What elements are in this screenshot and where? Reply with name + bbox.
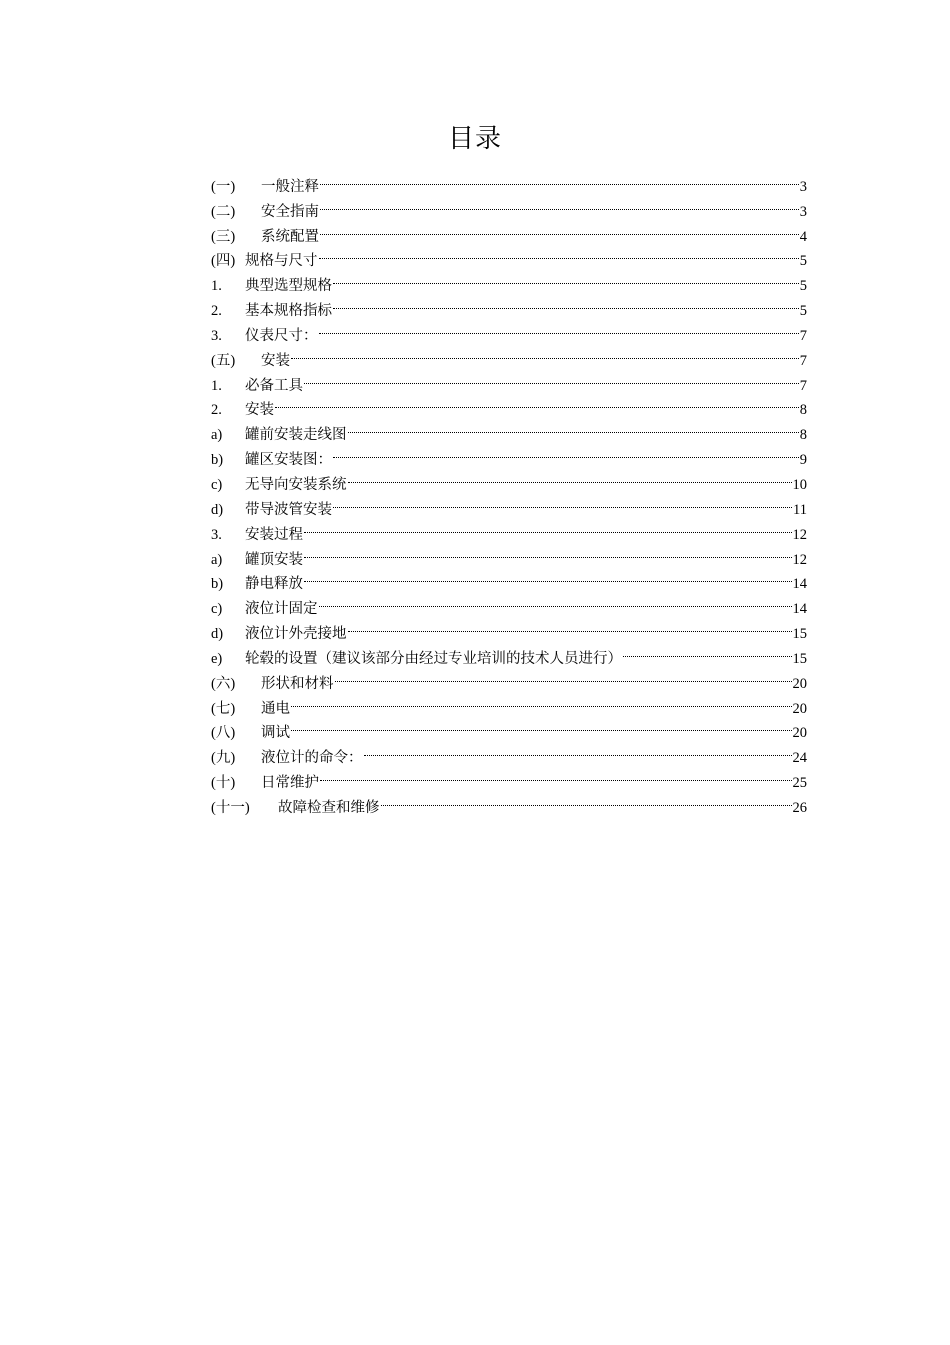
toc-dot-leader xyxy=(291,713,792,738)
toc-entry-number: a) xyxy=(211,427,223,444)
toc-dot-leader xyxy=(348,464,792,489)
toc-entry-number: a) xyxy=(211,551,223,568)
toc-entry-title: 带导波管安装 xyxy=(245,501,332,518)
toc-entry-page-number: 25 xyxy=(792,775,807,792)
toc-entry[interactable] xyxy=(211,390,807,419)
toc-dot-leader xyxy=(623,638,792,663)
toc-entry-title: 故障检查和维修 xyxy=(278,799,380,816)
toc-entry-number: 3. xyxy=(211,327,222,344)
toc-entry-page-number: 8 xyxy=(799,427,807,444)
toc-entry-title: 仪表尺寸： xyxy=(245,327,318,344)
toc-entry-title: 罐顶安装 xyxy=(245,551,303,568)
toc-entry-page-number: 5 xyxy=(799,253,807,270)
toc-entry[interactable] xyxy=(211,737,807,767)
toc-dot-leader xyxy=(304,365,799,390)
toc-entry-title: 形状和材料 xyxy=(261,675,334,692)
toc-entry[interactable] xyxy=(211,340,807,369)
toc-entry-page-number: 9 xyxy=(799,452,807,469)
toc-dot-leader xyxy=(319,241,799,266)
toc-entry-title: 一般注释 xyxy=(261,178,319,195)
toc-entry-number: b) xyxy=(211,576,224,593)
toc-dot-leader xyxy=(333,439,799,464)
toc-entry-page-number: 10 xyxy=(792,476,807,493)
toc-entry-page-number: 20 xyxy=(792,725,807,742)
table-of-contents xyxy=(211,166,807,816)
toc-dot-leader xyxy=(291,688,792,713)
toc-dot-leader xyxy=(275,390,799,415)
toc-entry-number: (三) xyxy=(211,228,236,245)
toc-entry-title: 安全指南 xyxy=(261,203,319,220)
toc-entry-number: (五) xyxy=(211,352,236,369)
toc-entry-title: 罐区安装图： xyxy=(245,452,332,469)
toc-entry-page-number: 5 xyxy=(799,278,807,295)
toc-dot-leader xyxy=(320,762,792,787)
toc-dot-leader xyxy=(333,265,799,290)
toc-entry-number: (八) xyxy=(211,725,236,742)
toc-entry-number: (九) xyxy=(211,750,236,767)
toc-entry-number: (十一) xyxy=(211,799,250,816)
toc-entry-number: (四) xyxy=(211,253,236,270)
toc-entry-page-number: 7 xyxy=(799,377,807,394)
toc-entry-title: 轮毂的设置（建议该部分由经过专业培训的技术人员进行） xyxy=(245,650,622,667)
toc-entry-page-number: 12 xyxy=(792,526,807,543)
toc-dot-leader xyxy=(291,340,799,365)
toc-entry-page-number: 24 xyxy=(792,750,807,767)
toc-dot-leader xyxy=(364,737,792,762)
toc-entry-number: 2. xyxy=(211,303,222,320)
toc-entry-title: 安装 xyxy=(261,352,290,369)
toc-dot-leader xyxy=(381,787,792,812)
toc-dot-leader xyxy=(304,539,792,564)
toc-entry-number: (十) xyxy=(211,775,236,792)
toc-entry-page-number: 12 xyxy=(792,551,807,568)
toc-entry-title: 液位计的命令： xyxy=(261,750,363,767)
toc-entry-title: 基本规格指标 xyxy=(245,303,332,320)
toc-entry-title: 典型选型规格 xyxy=(245,278,332,295)
toc-entry-number: b) xyxy=(211,452,224,469)
toc-dot-leader xyxy=(320,166,799,191)
toc-dot-leader xyxy=(319,588,792,613)
toc-entry-title: 安装过程 xyxy=(245,526,303,543)
toc-dot-leader xyxy=(348,613,792,638)
toc-dot-leader xyxy=(333,489,792,514)
toc-entry-title: 系统配置 xyxy=(261,228,319,245)
toc-entry-page-number: 7 xyxy=(799,327,807,344)
toc-entry-page-number: 3 xyxy=(799,178,807,195)
toc-entry-number: d) xyxy=(211,626,224,643)
toc-entry-title: 必备工具 xyxy=(245,377,303,394)
toc-entry-number: c) xyxy=(211,601,223,618)
toc-entry-number: d) xyxy=(211,501,224,518)
toc-dot-leader xyxy=(319,315,799,340)
toc-entry-page-number: 20 xyxy=(792,675,807,692)
toc-entry-page-number: 8 xyxy=(799,402,807,419)
toc-entry-page-number: 5 xyxy=(799,303,807,320)
toc-dot-leader xyxy=(348,414,799,439)
toc-dot-leader xyxy=(333,290,799,315)
toc-entry-title: 规格与尺寸 xyxy=(245,253,318,270)
toc-entry-title: 静电释放 xyxy=(245,576,303,593)
toc-entry-number: e) xyxy=(211,650,223,667)
toc-entry[interactable] xyxy=(211,688,807,717)
toc-entry-title: 液位计固定 xyxy=(245,601,318,618)
toc-entry-page-number: 11 xyxy=(793,501,807,518)
toc-entry-title: 日常维护 xyxy=(261,775,319,792)
toc-entry-page-number: 15 xyxy=(792,626,807,643)
toc-entry-number: (一) xyxy=(211,178,236,195)
toc-dot-leader xyxy=(320,191,799,216)
toc-entry-page-number: 26 xyxy=(792,799,807,816)
toc-entry-number: 3. xyxy=(211,526,222,543)
toc-entry-page-number: 4 xyxy=(799,228,807,245)
toc-entry-number: (二) xyxy=(211,203,236,220)
page-title: 目录 xyxy=(447,124,502,154)
toc-entry-title: 通电 xyxy=(261,700,290,717)
toc-entry-title: 液位计外壳接地 xyxy=(245,626,347,643)
toc-entry-number: 1. xyxy=(211,278,222,295)
toc-entry-title: 调试 xyxy=(261,725,290,742)
toc-entry-title: 安装 xyxy=(245,402,274,419)
toc-entry-title: 罐前安装走线图 xyxy=(245,427,347,444)
toc-entry-number: 2. xyxy=(211,402,222,419)
toc-dot-leader xyxy=(304,564,792,589)
toc-entry[interactable] xyxy=(211,365,807,394)
toc-dot-leader xyxy=(320,216,799,241)
toc-dot-leader xyxy=(335,663,792,688)
toc-entry-page-number: 15 xyxy=(792,650,807,667)
toc-entry-number: c) xyxy=(211,476,223,493)
toc-dot-leader xyxy=(304,514,792,539)
toc-entry-page-number: 20 xyxy=(792,700,807,717)
toc-entry-page-number: 14 xyxy=(792,576,807,593)
toc-entry-number: 1. xyxy=(211,377,222,394)
toc-entry-page-number: 7 xyxy=(799,352,807,369)
toc-entry-page-number: 14 xyxy=(792,601,807,618)
toc-entry[interactable] xyxy=(211,713,807,742)
toc-entry[interactable] xyxy=(211,166,807,195)
toc-entry-page-number: 3 xyxy=(799,203,807,220)
toc-entry-number: (六) xyxy=(211,675,236,692)
toc-entry[interactable] xyxy=(211,414,807,444)
toc-entry-number: (七) xyxy=(211,700,236,717)
toc-entry-title: 无导向安装系统 xyxy=(245,476,347,493)
